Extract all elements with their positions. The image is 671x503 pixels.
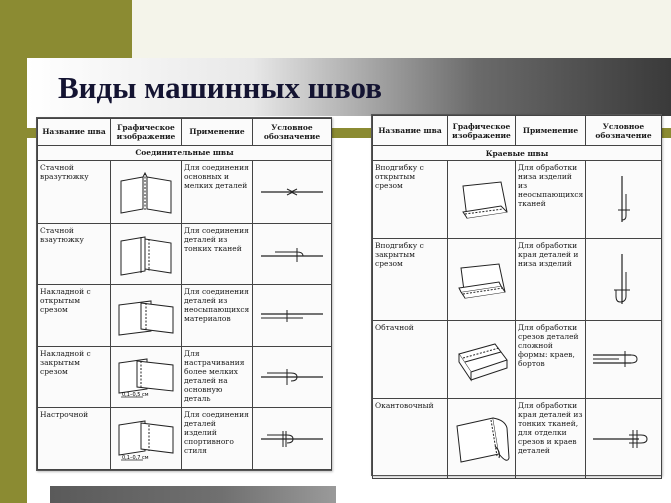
seam-symbol-icon — [257, 182, 327, 202]
seam-symbol — [253, 285, 332, 347]
right-seam-table — [371, 114, 662, 476]
header-graphic: Графическое изображение — [111, 119, 182, 146]
seam-name: Вподгибку с открытым срезом — [373, 161, 448, 239]
seam-symbol-icon — [257, 427, 327, 451]
seam-drawing-icon — [113, 351, 179, 403]
seam-usage: Для обработки края деталей из тонких тканей, для отделки срезов и краев деталей — [516, 399, 586, 479]
seam-drawing-icon — [451, 172, 513, 228]
seam-usage: Для соединения основных и мелких деталей — [182, 161, 253, 224]
slide-title: Виды машинных швов — [58, 70, 382, 105]
seam-symbol — [586, 239, 662, 321]
seam-symbol-icon — [609, 250, 639, 310]
header-name: Название шва — [373, 116, 448, 146]
dimension-label: 0,1–0,5 см — [122, 392, 149, 399]
seam-illustration — [448, 321, 516, 399]
seam-symbol — [586, 321, 662, 399]
seam-drawing-icon — [451, 408, 513, 470]
seam-name: Накладной с закрытым срезом — [38, 346, 111, 408]
seam-symbol-icon — [589, 345, 659, 375]
seam-symbol-icon — [257, 242, 327, 266]
header-usage: Применение — [516, 116, 586, 146]
seam-usage: Для соединения деталей из тонких тканей — [182, 223, 253, 285]
seam-drawing-icon — [451, 252, 513, 308]
seam-drawing-icon — [113, 291, 179, 341]
header-name: Название шва — [38, 119, 111, 146]
header-symbol: Условное обозначение — [586, 116, 662, 146]
seam-symbol-icon — [589, 424, 659, 454]
seam-name: Стачной вразутюжку — [38, 161, 111, 224]
seam-illustration — [448, 399, 516, 479]
seam-symbol — [253, 346, 332, 408]
left-seam-table — [36, 117, 332, 471]
seam-symbol — [253, 408, 332, 470]
section-title: Соединительные швы — [38, 145, 332, 160]
dimension-label: 0,1–0,7 см — [122, 454, 149, 461]
seam-illustration — [448, 239, 516, 321]
seam-illustration — [448, 161, 516, 239]
seam-illustration — [111, 285, 182, 347]
seam-symbol — [586, 161, 662, 239]
seam-drawing-icon — [113, 413, 179, 465]
header-symbol: Условное обозначение — [253, 119, 332, 146]
seam-symbol-icon — [257, 365, 327, 389]
seam-name: Настрочной — [38, 408, 111, 470]
seam-name: Окантовочный — [373, 399, 448, 479]
header-graphic: Графическое изображение — [448, 116, 516, 146]
seam-usage: Для обработки края деталей и низа изделий — [516, 239, 586, 321]
seam-drawing-icon — [113, 229, 179, 279]
seam-name: Вподгибку с закрытым срезом — [373, 239, 448, 321]
section-title: Краевые швы — [373, 146, 662, 161]
seam-symbol-icon — [257, 306, 327, 326]
seam-name: Обтачной — [373, 321, 448, 399]
seam-illustration — [111, 408, 182, 470]
seam-symbol — [253, 223, 332, 285]
seam-symbol-icon — [609, 172, 639, 228]
seam-usage: Для обработки срезов деталей сложной формы: краев, бортов — [516, 321, 586, 399]
seam-illustration — [111, 346, 182, 408]
seam-drawing-icon — [451, 332, 513, 388]
header-usage: Применение — [182, 119, 253, 146]
seam-usage: Для соединения деталей изделий спортивного стиля — [182, 408, 253, 470]
seam-usage: Для настрачивания более мелких деталей на основную деталь — [182, 346, 253, 408]
seam-illustration — [111, 161, 182, 224]
seam-illustration — [111, 223, 182, 285]
seam-usage: Для обработки низа изделий из неосыпающихся тканей — [516, 161, 586, 239]
seam-drawing-icon — [113, 167, 179, 217]
seam-symbol — [586, 399, 662, 479]
seam-name: Накладной с открытым срезом — [38, 285, 111, 347]
seam-symbol — [253, 161, 332, 224]
seam-usage: Для соединения деталей из неосыпающихся материалов — [182, 285, 253, 347]
seam-name: Стачной взаутюжку — [38, 223, 111, 285]
